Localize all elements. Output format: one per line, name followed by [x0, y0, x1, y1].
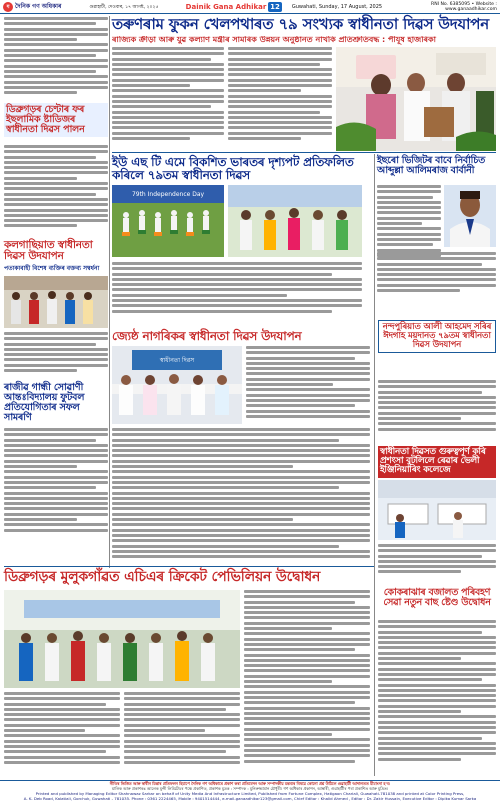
independence-day-dance-photo — [112, 185, 224, 257]
masthead — [0, 0, 500, 14]
cricket-text-2 — [124, 692, 240, 776]
left-intro-text — [4, 17, 108, 102]
footer-contact: A. K. Deb Road, Kalatiali, Gorchuk, Guwahati - 781035. Phone : 0361 2224465, Mobile : 9401514444, e-mail-ganaadhikar123@gmail.com, Chief Editor : Khalid Ahmed , Editor : Dr. Zakir Hussain, Executive Editor : Dipika Kumar Sarka — [23, 795, 477, 801]
jyestha-text-1 — [246, 346, 370, 424]
student-portrait — [444, 185, 496, 247]
rni-website: RNI No. 6385095 • Website : www.ganaadhikar.com — [431, 1, 497, 12]
college-text — [378, 544, 496, 584]
cricket-text-1 — [4, 692, 120, 776]
column-rule — [374, 154, 375, 776]
football-headline: ৰাজীৱ গান্ধী সোৱাণী আন্তঃবিদ্যালয় ফুটবল প্ৰতিযোগিতাৰ সফল সামৰণি — [4, 382, 85, 424]
jyestha-text-2 — [112, 428, 370, 568]
lead-article-text-1 — [112, 47, 224, 152]
lead-article-text-2 — [228, 47, 332, 152]
banner-small-text: স্বাধীনতা দিৱস — [159, 357, 195, 364]
kalgachia-subhead: পতাকাবাহী বিশেষ ব্যক্তিৰ বক্তব্য সম্বৰ্ধনা — [4, 265, 100, 272]
dibrugarh-center-headline: ডিব্ৰুগড়ৰ চেণ্টাৰ ফৰ ইছলামিক ষ্টাডিজৰ স্বাধীনতা দিৱস পালন — [4, 103, 108, 137]
cricket-text-3 — [244, 590, 370, 776]
page-number-badge: 12 — [268, 2, 282, 12]
footer-publisher-as: মালিক আৰু প্ৰকাশকঃ আলেক মুন্সী লিমিটেডৰ পক্ষে প্ৰকাশিত, প্ৰকাশক মুদ্ৰক : সম্পাদক : মুনিৰুজ্জামান চৌধুৰী। গণ অধিকাৰ প্ৰকাশন, আম্বাৰী, গুৱাহাটীৰ পৰা প্ৰকাশিত আৰু মুদ্ৰিত। — [111, 785, 389, 791]
date-assamese: গুৱাহাটী, দেওবাৰ, ১৭ আগষ্ট, ২০২৫ — [89, 4, 159, 10]
kalgachia-headline: কলগাছিয়াত স্বাধীনতা দিৱস উদযাপন — [4, 239, 93, 263]
divider — [112, 152, 496, 153]
divider — [4, 566, 374, 567]
cricket-photo — [4, 590, 240, 688]
lead-subhead: ৰাজ্যিক ক্ৰীড়া আৰু যুৱ কল্যাণ মন্ত্ৰীৰ সামৰিক উন্নয়ন অনুষ্ঠানত নাখকি প্ৰতিশ্ৰুতিবদ্ধ : পীযূষ হাজৰিকা — [112, 36, 436, 44]
nandapur-headline: নন্দপুৰিয়াত আলী আহমেদ সৰিৰ ঈদগাহ ময়দানত ৭৯তম স্বাধীনতা দিৱস উদযাপন — [378, 320, 496, 353]
nandapur-text — [378, 380, 496, 440]
banner-text: 79th Independence Day — [131, 191, 205, 198]
india-article-text — [112, 262, 362, 322]
imprint-footer — [0, 780, 500, 803]
usha-article-text-2 — [377, 252, 496, 300]
column-rule — [109, 16, 110, 568]
football-text — [4, 428, 108, 538]
logo-icon: ग — [3, 2, 13, 12]
kalgachia-photo — [4, 276, 108, 328]
independence-day-group-photo — [228, 185, 362, 257]
cricket-headline: ডিব্ৰুগড়ৰ মুলুকগাঁৱত এচিএৰ ক্ৰিকেট পেভিলিয়ন উদ্বোধন — [4, 569, 321, 585]
date-english: Guwahati, Sunday, 17 August, 2025 — [291, 3, 383, 10]
footer-disclaimer: নীতিৰ ভিত্তিত আৰু স্বাধীন চিন্তাৰ প্ৰতিফলন হিচাপে দৈনিক গণ অধিকাৰে প্ৰকাশ কৰা প্ৰতিবেদন আৰু সম্পাদকীয় মন্তব্যৰ বিষয়ে কোনো প্ৰশ্ন উঠিলে গুৱাহাটী আদালতত মীমাংসা হ'ব। — [109, 781, 391, 786]
footer-publisher-en: Printed and published by Managing Editor Shahnawaz Sarkar on behalf of Unity Media And Infrastructure Limited, Published from Fortune Complex, Hatigaon Chariali, Guwahati-781038 and printed at Color Printing Press, — [35, 790, 465, 796]
brand-name-bn: দৈনিক গণ অধিকাৰ — [15, 3, 62, 10]
college-photo — [378, 480, 496, 540]
paper-name: Dainik Gana Adhikar — [185, 2, 267, 11]
newspaper-logo — [0, 1, 64, 12]
lead-photo-ceremony — [336, 47, 496, 151]
dibrugarh-center-text — [4, 145, 108, 235]
kokrajhar-headline: কোকৰাঝাৰ বজালত পৰিবহণ সেৱা নতুন বাছ ষ্টেণ্ড উদ্বোধন — [383, 587, 491, 608]
india-headline: ইউ এছ টি এমে বিকশিত ভাৰতৰ দৃশ্যপট প্ৰতিফলিত কৰিলে ৭৯তম স্বাধীনতা দিৱস — [112, 155, 354, 182]
usha-headline: ইছৰো ভিজিটৰ বাবে নিৰ্বাচিত আব্দুল্লা আলিমৰাজ বাৰ্বানী — [377, 155, 485, 176]
jyestha-headline: জ্যেষ্ঠ নাগৰিকৰ স্বাধীনতা দিৱস উদযাপন — [112, 329, 302, 343]
lead-headline: তৰুণৰাম ফুকন খেলপথাৰত ৭৯ সংখ্যক স্বাধীনতা দিৱস উদযাপন — [112, 15, 489, 33]
independence-day-college-headline: স্বাধীনতা দিৱসত গুৰুত্বপূৰ্ণ কৰি প্ৰশংসা বুটলিলে ৰেৱাৰ ভেলী ইঞ্জিনিয়াৰিং কলেজে — [378, 446, 496, 478]
kokrajhar-text — [378, 620, 496, 776]
jyestha-photo — [112, 346, 242, 424]
kalgachia-text — [4, 332, 108, 380]
